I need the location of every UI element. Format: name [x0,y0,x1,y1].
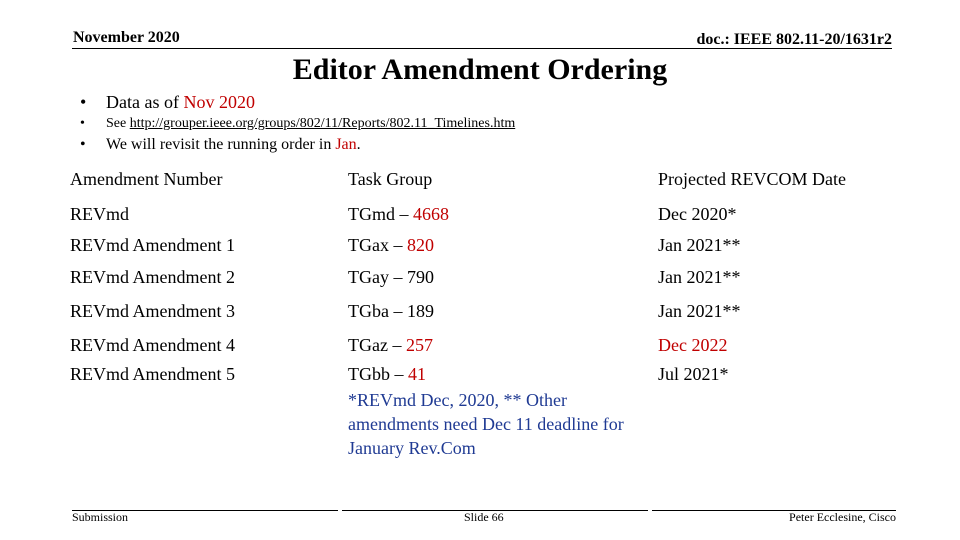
timelines-link[interactable]: http://grouper.ieee.org/groups/802/11/Reports/802.11_Timelines.htm [129,116,516,131]
bullet-dot-icon: • [80,92,87,112]
table-row [70,261,898,295]
task-group-cell [348,295,658,329]
task-group-cell [348,261,658,295]
table-header-row [70,166,898,203]
slide-title: Editor Amendment Ordering [292,53,668,86]
column-header-amendment: Amendment Number [70,169,223,189]
bullet-dot-icon: • [80,116,85,131]
column-header-revcom-date: Projected REVCOM Date [658,169,846,189]
task-group-name: TGax – [348,235,407,255]
task-group-cell [348,203,658,234]
task-group-name: TGmd – [348,204,413,224]
amendment-cell: REVmd Amendment 4 [70,335,235,355]
footer-slide-number: Slide 66 [464,510,504,524]
table-row [70,203,898,234]
amendment-cell: REVmd Amendment 3 [70,301,235,321]
task-group-count: 41 [408,364,426,384]
table-row [70,329,898,363]
amendment-cell: REVmd Amendment 5 [70,364,235,384]
table-row [70,363,898,390]
footnote: *REVmd Dec, 2020, ** Other amendments need Dec 11 deadline for January Rev.Com [348,390,624,458]
bullet-highlight: Jan [335,136,357,153]
date-cell: Dec 2020* [658,204,737,224]
task-group-cell [348,234,658,261]
header-date: November 2020 [73,29,180,46]
task-group-name: TGay – 790 [348,267,434,287]
task-group-name: TGba – 189 [348,301,434,321]
bullet-text: We will revisit the running order in [106,136,336,153]
date-cell: Dec 2022 [658,335,728,355]
table-row [70,234,898,261]
amendment-cell: REVmd Amendment 2 [70,267,235,287]
date-cell: Jan 2021** [658,301,741,321]
amendment-order-table [70,166,898,390]
date-cell: Jan 2021** [658,235,741,255]
header-rule [72,48,892,49]
task-group-cell [348,363,658,390]
amendment-cell: REVmd [70,204,130,224]
column-header-task-group: Task Group [348,169,433,189]
footer-author: Peter Ecclesine, Cisco [789,510,896,524]
date-cell: Jul 2021* [658,364,729,384]
task-group-count: 257 [405,335,433,355]
bullet-text-suffix: . [356,136,361,153]
bullet-highlight: Nov 2020 [183,92,255,112]
bullet-dot-icon: • [80,136,86,153]
amendment-cell: REVmd Amendment 1 [70,235,235,255]
date-cell: Jan 2021** [658,267,741,287]
table-row [70,295,898,329]
task-group-count: 820 [406,235,434,255]
task-group-name: TGbb – [348,364,408,384]
task-group-name: TGaz – [348,335,406,355]
task-group-count: 4668 [413,204,449,224]
header-doc-id: doc.: IEEE 802.11-20/1631r2 [696,31,892,48]
task-group-cell [348,329,658,363]
bullet-text: See [106,116,130,131]
footer-submission: Submission [72,510,129,524]
bullet-text: Data as of [106,92,184,112]
